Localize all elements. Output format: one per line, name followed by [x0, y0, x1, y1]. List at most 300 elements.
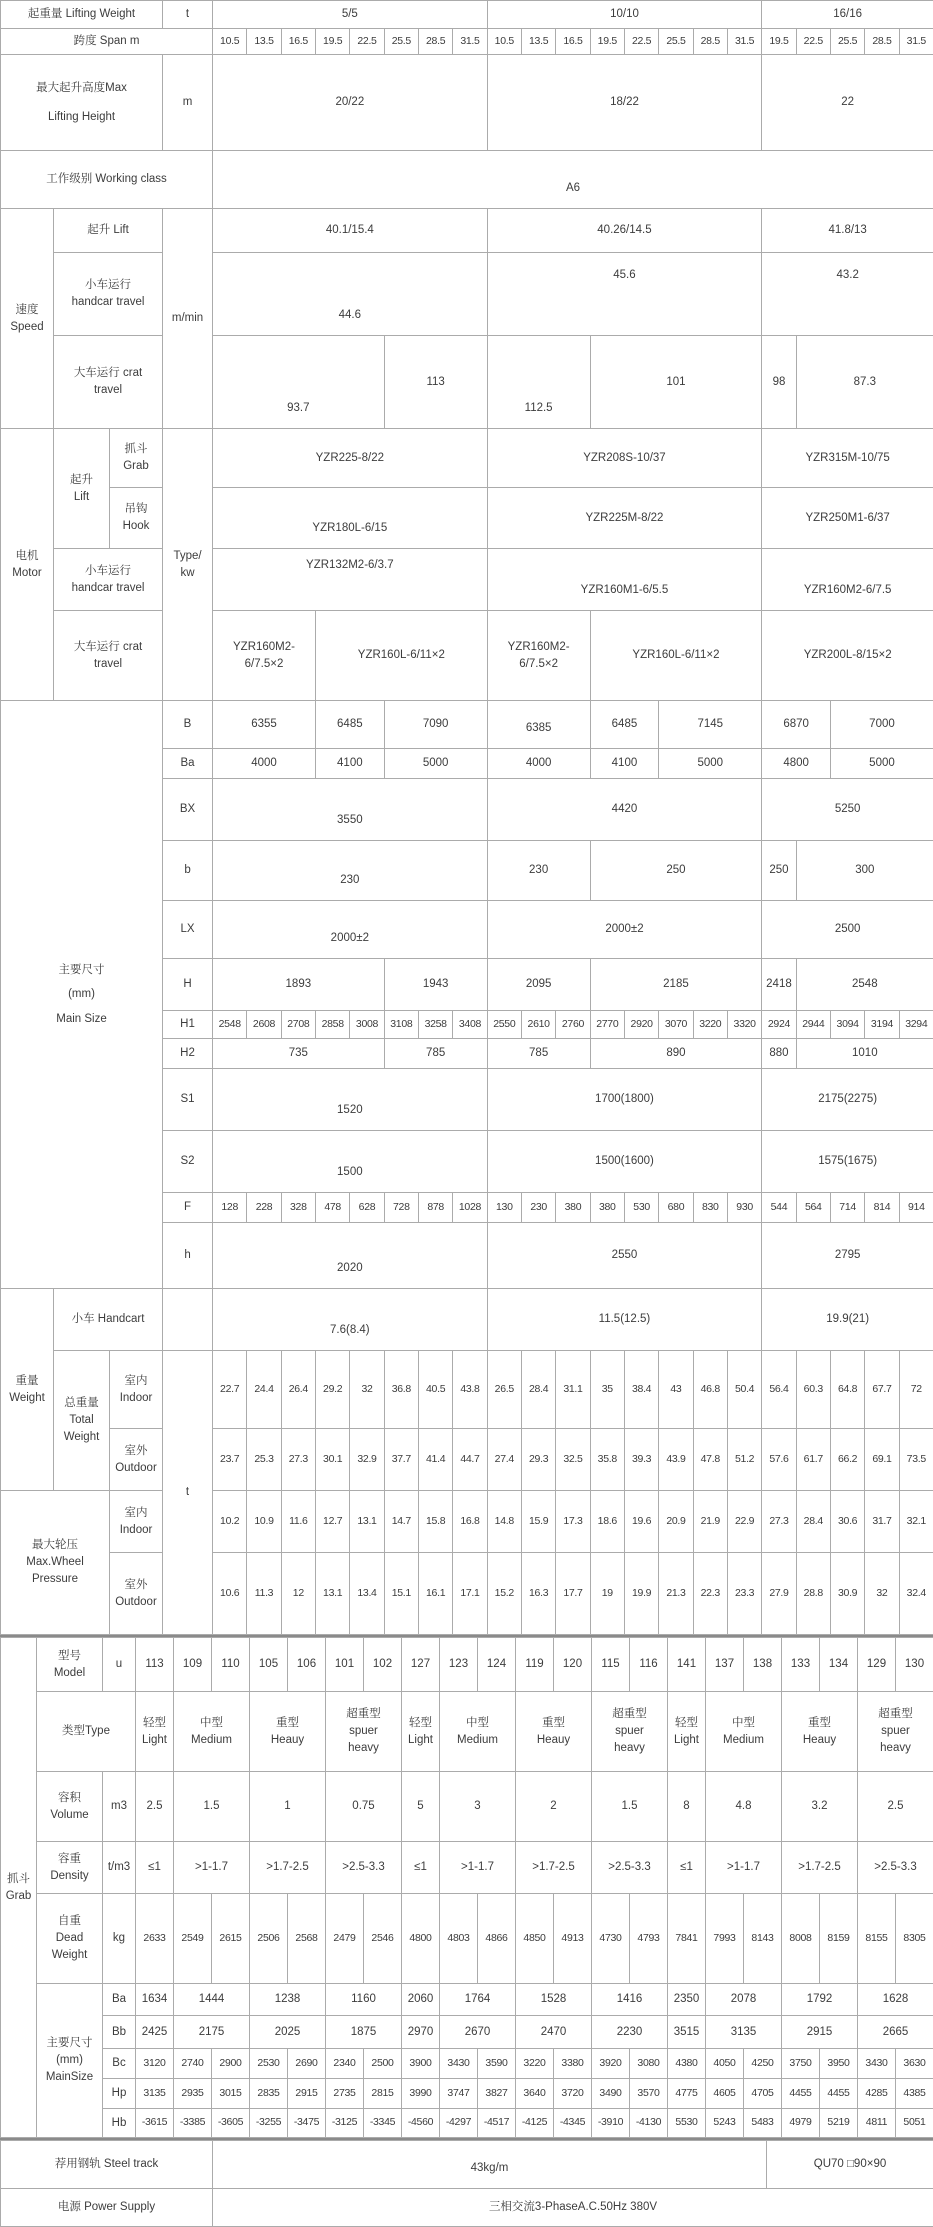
- value-cell: 32.1: [899, 1491, 933, 1553]
- row-label: 中型 Medium: [706, 1692, 782, 1772]
- row-label: 电源 Power Supply: [1, 2189, 213, 2227]
- value-cell: 41.8/13: [762, 209, 933, 253]
- value-cell: 3320: [727, 1011, 761, 1039]
- value-cell: 112.5: [487, 336, 590, 429]
- value-cell: 40.5: [418, 1351, 452, 1429]
- value-cell: 2665: [858, 2016, 933, 2049]
- row-label: 型号 Model: [37, 1638, 103, 1692]
- value-cell: 13.1: [316, 1553, 350, 1635]
- value-cell: 43kg/m: [213, 2141, 767, 2189]
- value-cell: 28.5: [865, 29, 899, 55]
- value-cell: A6: [213, 151, 933, 209]
- value-cell: 87.3: [796, 336, 933, 429]
- value-cell: 119: [516, 1638, 554, 1692]
- value-cell: 2175(2275): [762, 1069, 933, 1131]
- row-label: 室外 Outdoor: [110, 1553, 163, 1635]
- value-cell: 12: [281, 1553, 315, 1635]
- value-cell: 2670: [440, 2016, 516, 2049]
- value-cell: 113: [384, 336, 487, 429]
- value-cell: >2.5-3.3: [592, 1842, 668, 1894]
- value-cell: 6870: [762, 701, 831, 749]
- value-cell: 11.5(12.5): [487, 1289, 762, 1351]
- value-cell: -3605: [212, 2109, 250, 2138]
- value-cell: 57.6: [762, 1429, 796, 1491]
- value-cell: 7.6(8.4): [213, 1289, 488, 1351]
- value-cell: 7090: [384, 701, 487, 749]
- value-cell: 2500: [762, 901, 933, 959]
- value-cell: 25.5: [659, 29, 693, 55]
- value-cell: YZR200L-8/15×2: [762, 611, 933, 701]
- row-label: 起升 Lift: [54, 209, 163, 253]
- value-cell: 714: [830, 1193, 864, 1223]
- value-cell: 1628: [858, 1984, 933, 2016]
- value-cell: 66.2: [830, 1429, 864, 1491]
- value-cell: 2970: [402, 2016, 440, 2049]
- value-cell: 4850: [516, 1894, 554, 1984]
- value-cell: 128: [213, 1193, 247, 1223]
- value-cell: 5: [402, 1772, 440, 1842]
- value-cell: 23.7: [213, 1429, 247, 1491]
- row-label: t: [163, 1, 213, 29]
- row-label: t: [163, 1351, 213, 1635]
- value-cell: 61.7: [796, 1429, 830, 1491]
- value-cell: 17.1: [453, 1553, 487, 1635]
- value-cell: -4125: [516, 2109, 554, 2138]
- value-cell: 3920: [592, 2049, 630, 2079]
- value-cell: 30.6: [830, 1491, 864, 1553]
- value-cell: 2340: [326, 2049, 364, 2079]
- value-cell: 1500(1600): [487, 1131, 762, 1193]
- value-cell: 814: [865, 1193, 899, 1223]
- value-cell: 3408: [453, 1011, 487, 1039]
- value-cell: 914: [899, 1193, 933, 1223]
- value-cell: 16.5: [281, 29, 315, 55]
- value-cell: 4866: [478, 1894, 516, 1984]
- value-cell: 43.8: [453, 1351, 487, 1429]
- value-cell: 4803: [440, 1894, 478, 1984]
- row-label: Bb: [103, 2016, 136, 2049]
- row-label: 大车运行 crat travel: [54, 611, 163, 701]
- value-cell: 110: [212, 1638, 250, 1692]
- row-label: h: [163, 1223, 213, 1289]
- value-cell: YZR160L-6/11×2: [590, 611, 762, 701]
- value-cell: 109: [174, 1638, 212, 1692]
- value-cell: 3550: [213, 779, 488, 841]
- value-cell: 22.9: [727, 1491, 761, 1553]
- value-cell: 735: [213, 1039, 385, 1069]
- value-cell: 3747: [440, 2079, 478, 2109]
- value-cell: 27.9: [762, 1553, 796, 1635]
- value-cell: YZR225-8/22: [213, 429, 488, 488]
- value-cell: 5000: [384, 749, 487, 779]
- value-cell: 28.8: [796, 1553, 830, 1635]
- value-cell: 3094: [830, 1011, 864, 1039]
- value-cell: 2740: [174, 2049, 212, 2079]
- value-cell: 544: [762, 1193, 796, 1223]
- value-cell: -3910: [592, 2109, 630, 2138]
- row-label: BX: [163, 779, 213, 841]
- value-cell: 3430: [440, 2049, 478, 2079]
- value-cell: 133: [782, 1638, 820, 1692]
- value-cell: 8008: [782, 1894, 820, 1984]
- value-cell: 19: [590, 1553, 624, 1635]
- value-cell: 1: [250, 1772, 326, 1842]
- value-cell: 26.4: [281, 1351, 315, 1429]
- value-cell: 1528: [516, 1984, 592, 2016]
- row-label: 轻型 Light: [136, 1692, 174, 1772]
- value-cell: 2550: [487, 1011, 521, 1039]
- row-label: Hp: [103, 2079, 136, 2109]
- row-label: 跨度 Span m: [1, 29, 213, 55]
- value-cell: 930: [727, 1193, 761, 1223]
- row-label: 中型 Medium: [440, 1692, 516, 1772]
- value-cell: 830: [693, 1193, 727, 1223]
- value-cell: 16.3: [521, 1553, 555, 1635]
- value-cell: 6485: [316, 701, 385, 749]
- value-cell: 4455: [782, 2079, 820, 2109]
- value-cell: 2944: [796, 1011, 830, 1039]
- value-cell: 2795: [762, 1223, 933, 1289]
- value-cell: 4800: [402, 1894, 440, 1984]
- row-label: 超重型 spuer heavy: [326, 1692, 402, 1772]
- value-cell: 10.6: [213, 1553, 247, 1635]
- value-cell: 478: [316, 1193, 350, 1223]
- value-cell: 29.3: [521, 1429, 555, 1491]
- value-cell: 21.9: [693, 1491, 727, 1553]
- value-cell: 4100: [316, 749, 385, 779]
- value-cell: 10.5: [487, 29, 521, 55]
- value-cell: >2.5-3.3: [326, 1842, 402, 1894]
- value-cell: 2924: [762, 1011, 796, 1039]
- value-cell: 3194: [865, 1011, 899, 1039]
- value-cell: 14.7: [384, 1491, 418, 1553]
- value-cell: 228: [247, 1193, 281, 1223]
- value-cell: 28.4: [521, 1351, 555, 1429]
- row-label: 重量 Weight: [1, 1289, 54, 1491]
- row-label: 重型 Heauy: [516, 1692, 592, 1772]
- value-cell: YZR180L-6/15: [213, 488, 488, 549]
- value-cell: 64.8: [830, 1351, 864, 1429]
- row-label: b: [163, 841, 213, 901]
- value-cell: 32: [350, 1351, 384, 1429]
- row-label: Bc: [103, 2049, 136, 2079]
- row-label: Ba: [163, 749, 213, 779]
- value-cell: 25.5: [384, 29, 418, 55]
- value-cell: 628: [350, 1193, 384, 1223]
- value-cell: >1.7-2.5: [782, 1842, 858, 1894]
- value-cell: 56.4: [762, 1351, 796, 1429]
- value-cell: 380: [590, 1193, 624, 1223]
- value-cell: 40.26/14.5: [487, 209, 762, 253]
- value-cell: 2815: [364, 2079, 402, 2109]
- value-cell: 2900: [212, 2049, 250, 2079]
- value-cell: >1.7-2.5: [516, 1842, 592, 1894]
- value-cell: 8159: [820, 1894, 858, 1984]
- row-label: t/m3: [103, 1842, 136, 1894]
- value-cell: 10/10: [487, 1, 762, 29]
- value-cell: 1893: [213, 959, 385, 1011]
- value-cell: 39.3: [624, 1429, 658, 1491]
- value-cell: 134: [820, 1638, 858, 1692]
- value-cell: 2858: [316, 1011, 350, 1039]
- value-cell: 1792: [782, 1984, 858, 2016]
- footer-spec-table: [0, 2140, 933, 2227]
- row-label: H1: [163, 1011, 213, 1039]
- value-cell: 29.2: [316, 1351, 350, 1429]
- value-cell: 17.7: [556, 1553, 590, 1635]
- value-cell: -4297: [440, 2109, 478, 2138]
- value-cell: 4705: [744, 2079, 782, 2109]
- row-label: 荐用钢轨 Steel track: [1, 2141, 213, 2189]
- row-label: 室内 Indoor: [110, 1351, 163, 1429]
- value-cell: YZR160M2- 6/7.5×2: [213, 611, 316, 701]
- value-cell: 25.3: [247, 1429, 281, 1491]
- value-cell: 73.5: [899, 1429, 933, 1491]
- value-cell: 21.3: [659, 1553, 693, 1635]
- value-cell: 13.5: [247, 29, 281, 55]
- value-cell: 230: [487, 841, 590, 901]
- value-cell: 2568: [288, 1894, 326, 1984]
- value-cell: 2920: [624, 1011, 658, 1039]
- value-cell: 300: [796, 841, 933, 901]
- row-label: 类型Type: [37, 1692, 136, 1772]
- value-cell: 8: [668, 1772, 706, 1842]
- value-cell: 19.5: [762, 29, 796, 55]
- value-cell: ≤1: [668, 1842, 706, 1894]
- value-cell: 60.3: [796, 1351, 830, 1429]
- value-cell: 3258: [418, 1011, 452, 1039]
- value-cell: 4979: [782, 2109, 820, 2138]
- value-cell: 4385: [896, 2079, 933, 2109]
- value-cell: 27.3: [762, 1491, 796, 1553]
- value-cell: 2506: [250, 1894, 288, 1984]
- value-cell: 3135: [706, 2016, 782, 2049]
- value-cell: 44.7: [453, 1429, 487, 1491]
- value-cell: 2935: [174, 2079, 212, 2109]
- value-cell: 4420: [487, 779, 762, 841]
- value-cell: 11.3: [247, 1553, 281, 1635]
- value-cell: 69.1: [865, 1429, 899, 1491]
- value-cell: 5530: [668, 2109, 706, 2138]
- value-cell: 2078: [706, 1984, 782, 2016]
- value-cell: 116: [630, 1638, 668, 1692]
- value-cell: 43: [659, 1351, 693, 1429]
- value-cell: 1575(1675): [762, 1131, 933, 1193]
- value-cell: 6485: [590, 701, 659, 749]
- value-cell: 1500: [213, 1131, 488, 1193]
- value-cell: 46.8: [693, 1351, 727, 1429]
- value-cell: 26.5: [487, 1351, 521, 1429]
- value-cell: 3590: [478, 2049, 516, 2079]
- value-cell: >1.7-2.5: [250, 1842, 326, 1894]
- value-cell: 10.5: [213, 29, 247, 55]
- value-cell: 19.6: [624, 1491, 658, 1553]
- value-cell: 5051: [896, 2109, 933, 2138]
- value-cell: 3515: [668, 2016, 706, 2049]
- row-label: 总重量 Total Weight: [54, 1351, 110, 1491]
- value-cell: 2479: [326, 1894, 364, 1984]
- value-cell: -3345: [364, 2109, 402, 2138]
- row-label: 室内 Indoor: [110, 1491, 163, 1553]
- value-cell: 41.4: [418, 1429, 452, 1491]
- value-cell: 25.5: [830, 29, 864, 55]
- value-cell: 4285: [858, 2079, 896, 2109]
- value-cell: 15.2: [487, 1553, 521, 1635]
- value-cell: -3255: [250, 2109, 288, 2138]
- row-label: S1: [163, 1069, 213, 1131]
- value-cell: 3.2: [782, 1772, 858, 1842]
- value-cell: 3900: [402, 2049, 440, 2079]
- value-cell: 2610: [521, 1011, 555, 1039]
- value-cell: 5/5: [213, 1, 488, 29]
- value-cell: 4775: [668, 2079, 706, 2109]
- value-cell: 564: [796, 1193, 830, 1223]
- row-label: 抓斗 Grab: [1, 1638, 37, 2138]
- value-cell: 2760: [556, 1011, 590, 1039]
- row-label: B: [163, 701, 213, 749]
- row-label: 工作级别 Working class: [1, 151, 213, 209]
- value-cell: 2690: [288, 2049, 326, 2079]
- value-cell: 10.9: [247, 1491, 281, 1553]
- value-cell: 3720: [554, 2079, 592, 2109]
- row-label: m3: [103, 1772, 136, 1842]
- value-cell: 3080: [630, 2049, 668, 2079]
- value-cell: 1238: [250, 1984, 326, 2016]
- value-cell: 32.9: [350, 1429, 384, 1491]
- value-cell: 32: [865, 1553, 899, 1635]
- value-cell: 3490: [592, 2079, 630, 2109]
- value-cell: YZR225M-8/22: [487, 488, 762, 549]
- value-cell: 35.8: [590, 1429, 624, 1491]
- value-cell: 13.1: [350, 1491, 384, 1553]
- row-label: 小车运行 handcar travel: [54, 253, 163, 336]
- value-cell: 878: [418, 1193, 452, 1223]
- value-cell: 2735: [326, 2079, 364, 2109]
- value-cell: 3630: [896, 2049, 933, 2079]
- value-cell: 2095: [487, 959, 590, 1011]
- value-cell: 30.1: [316, 1429, 350, 1491]
- value-cell: 2020: [213, 1223, 488, 1289]
- value-cell: 22.3: [693, 1553, 727, 1635]
- row-label: m: [163, 55, 213, 151]
- grab-spec-table: [0, 1637, 933, 2138]
- row-label: 重型 Heauy: [782, 1692, 858, 1772]
- value-cell: YZR160L-6/11×2: [316, 611, 488, 701]
- value-cell: 28.4: [796, 1491, 830, 1553]
- row-label: 中型 Medium: [174, 1692, 250, 1772]
- value-cell: 124: [478, 1638, 516, 1692]
- value-cell: 24.4: [247, 1351, 281, 1429]
- value-cell: 3990: [402, 2079, 440, 2109]
- value-cell: 43.2: [762, 253, 933, 336]
- value-cell: 5243: [706, 2109, 744, 2138]
- row-label: 自重 Dead Weight: [37, 1894, 103, 1984]
- row-label: H2: [163, 1039, 213, 1069]
- value-cell: 7993: [706, 1894, 744, 1984]
- value-cell: 4913: [554, 1894, 592, 1984]
- value-cell: 38.4: [624, 1351, 658, 1429]
- value-cell: 728: [384, 1193, 418, 1223]
- value-cell: 250: [590, 841, 762, 901]
- row-label: S2: [163, 1131, 213, 1193]
- value-cell: 113: [136, 1638, 174, 1692]
- value-cell: 2548: [213, 1011, 247, 1039]
- value-cell: 三相交流3-PhaseA.C.50Hz 380V: [213, 2189, 933, 2227]
- value-cell: 129: [858, 1638, 896, 1692]
- value-cell: 4000: [213, 749, 316, 779]
- value-cell: 101: [590, 336, 762, 429]
- value-cell: 4050: [706, 2049, 744, 2079]
- value-cell: 22.5: [624, 29, 658, 55]
- value-cell: 3220: [693, 1011, 727, 1039]
- value-cell: 4730: [592, 1894, 630, 1984]
- value-cell: 12.7: [316, 1491, 350, 1553]
- value-cell: 1875: [326, 2016, 402, 2049]
- value-cell: 20/22: [213, 55, 488, 151]
- value-cell: 47.8: [693, 1429, 727, 1491]
- value-cell: 530: [624, 1193, 658, 1223]
- row-label: Hb: [103, 2109, 136, 2138]
- value-cell: 130: [487, 1193, 521, 1223]
- value-cell: 2500: [364, 2049, 402, 2079]
- value-cell: 8155: [858, 1894, 896, 1984]
- value-cell: 1444: [174, 1984, 250, 2016]
- value-cell: 3220: [516, 2049, 554, 2079]
- value-cell: 22.5: [796, 29, 830, 55]
- value-cell: 13.4: [350, 1553, 384, 1635]
- value-cell: 31.5: [453, 29, 487, 55]
- row-label: 主要尺寸 (mm) MainSize: [37, 1984, 103, 2138]
- value-cell: 3120: [136, 2049, 174, 2079]
- value-cell: 1.5: [592, 1772, 668, 1842]
- value-cell: YZR160M2- 6/7.5×2: [487, 611, 590, 701]
- value-cell: ≤1: [136, 1842, 174, 1894]
- value-cell: 22.7: [213, 1351, 247, 1429]
- row-label: 最大轮压 Max.Wheel Pressure: [1, 1491, 110, 1635]
- value-cell: 35: [590, 1351, 624, 1429]
- value-cell: YZR315M-10/75: [762, 429, 933, 488]
- value-cell: 1520: [213, 1069, 488, 1131]
- value-cell: 13.5: [521, 29, 555, 55]
- value-cell: 3827: [478, 2079, 516, 2109]
- value-cell: 11.6: [281, 1491, 315, 1553]
- value-cell: 1160: [326, 1984, 402, 2016]
- value-cell: 32.5: [556, 1429, 590, 1491]
- value-cell: 19.9: [624, 1553, 658, 1635]
- value-cell: 7000: [830, 701, 933, 749]
- value-cell: >1-1.7: [174, 1842, 250, 1894]
- value-cell: 2608: [247, 1011, 281, 1039]
- value-cell: 20.9: [659, 1491, 693, 1553]
- value-cell: 102: [364, 1638, 402, 1692]
- value-cell: 22: [762, 55, 933, 151]
- value-cell: 2000±2: [213, 901, 488, 959]
- value-cell: 18.6: [590, 1491, 624, 1553]
- value-cell: 2770: [590, 1011, 624, 1039]
- value-cell: 1943: [384, 959, 487, 1011]
- value-cell: 19.5: [590, 29, 624, 55]
- value-cell: 120: [554, 1638, 592, 1692]
- value-cell: 2915: [288, 2079, 326, 2109]
- value-cell: 4811: [858, 2109, 896, 2138]
- value-cell: 2.5: [858, 1772, 933, 1842]
- value-cell: >2.5-3.3: [858, 1842, 933, 1894]
- row-label: H: [163, 959, 213, 1011]
- value-cell: 2425: [136, 2016, 174, 2049]
- value-cell: 19.9(21): [762, 1289, 933, 1351]
- value-cell: 2615: [212, 1894, 250, 1984]
- value-cell: 5000: [830, 749, 933, 779]
